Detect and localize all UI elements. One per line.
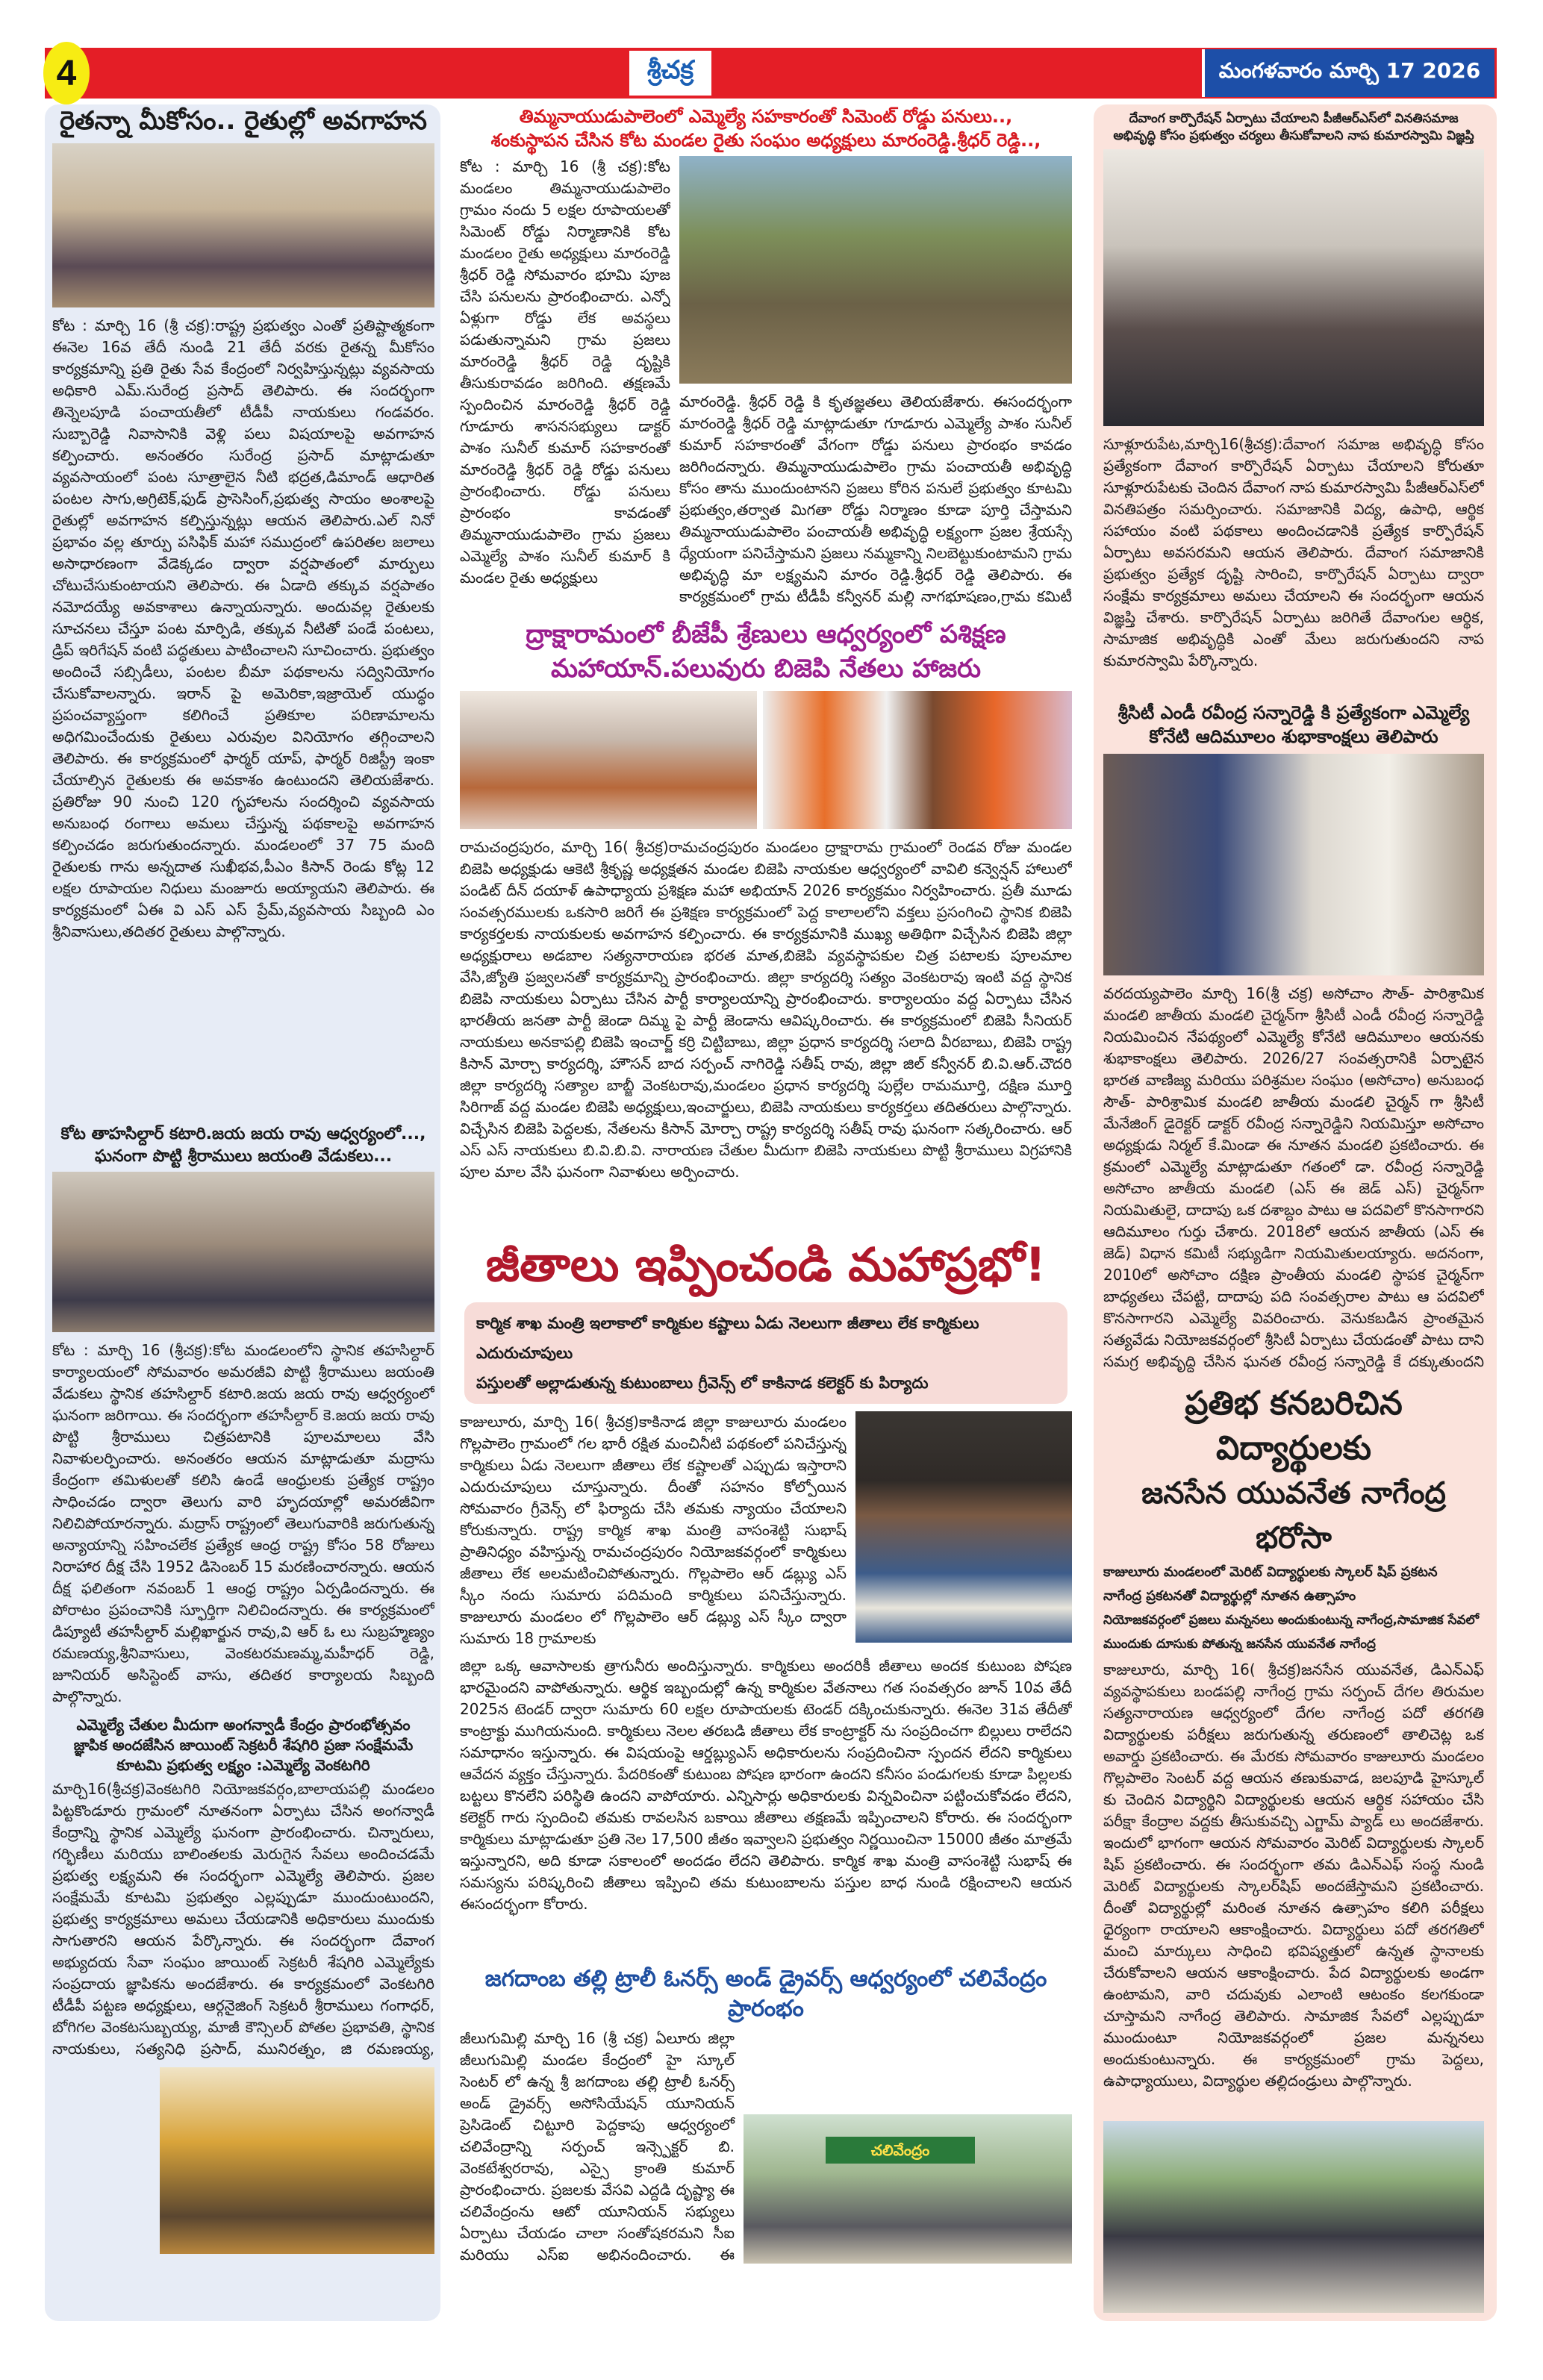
article-body: మారంరెడ్డి. శ్రీధర్ రెడ్డి కి కృతజ్ఞతలు తెలియజేశారు. ఈసందర్భంగా మారంరెడ్డి శ్రీధర్ రెడ్డి మాట్లాడుతూ గూడూరు ఎమ్మెల్యే పాశం సునీల్ కుమార్ సహకారంతో వేగంగా రోడ్డు పనులు ప్రారంభం కావడం జరిగిందన్నారు. తిమ్మనాయుడుపాలెం గ్రామ పంచాయతీ అభివృద్ధి కోసం తాను ముందుంటానని ప్రజలు కోరిన పనులే ప్రభుత్వం కూటమి ప్రభుత్వం,తర్వాత మిగతా రోడ్డు నిర్మాణం కూడా పూర్తి చేస్తామని తిమ్మనాయుడుపాలెం పంచాయతీ అభివృద్ధి లక్ష్యంగా ప్రజల శ్రేయస్సే ధ్యేయంగా పనిచేస్తామని ప్రజలు నమ్మకాన్ని నిలబెట్టుకుంటామని గ్రామ అభివృద్ధి మా లక్ష్యమని మారం రెడ్డి.శ్రీధర్ రెడ్డి తెలిపారు. ఈ కార్యక్రమంలో గ్రామ టీడీపీ కన్వీనర్ మల్లి నాగభూషణం,గ్రామ కమిటీ bbox=[679, 392, 1072, 605]
article-body-wrap bbox=[460, 2028, 1072, 2266]
bjp-leaders-photo bbox=[763, 691, 1072, 829]
article-subheadline: అభివృద్ధి కోసం ప్రభుత్వం చర్యలు తీసుకోవాలని నాప కుమారస్వామి విజ్ఞప్తి bbox=[1113, 128, 1474, 143]
article-row bbox=[460, 156, 1072, 610]
article-body: జీలుగుమిల్లి మార్చి 16 (శ్రీ చక్ర) ఏలూరు జిల్లా జీలుగుమిల్లి మండల కేంద్రంలో హై స్కూల్ సెంటర్ లో ఉన్న శ్రీ జగదాంబ తల్లి ట్రాలీ ఓనర్స్ అండ్ డ్రైవర్స్ అసోసియేషన్ యూనియన్ ప్రెసిడెంట్ చిట్టూరి పెద్దకాపు ఆధ్వర్యంలో చలివేంద్రాన్ని సర్పంచ్ ఇన్స్పెక్టర్ బి. వెంకటేశ్వరరావు, ఎస్సై క్రాంతి కుమార్ ప్రారంభించారు. ప్రజలకు వేసవి ఎద్దడి దృష్ట్యా ఈ చలివేంద్రంను ఆటో యూనియన్ సభ్యులు ఏర్పాటు చేయడం చాలా సంతోషకరమని సీఐ మరియు ఎస్ఐ అభినందించారు. ఈ bbox=[460, 2028, 735, 2264]
article-subheadline: మహాయాన్.పలువురు బిజెపి నేతలు హాజరు bbox=[550, 653, 982, 684]
sricity-md-photo bbox=[1103, 754, 1484, 975]
article-headline: జగదాంబ తల్లి ట్రాలీ ఓనర్స్ అండ్ డ్రైవర్స్ ఆధ్వర్యంలో చలివేంద్రం ప్రారంభం bbox=[484, 1965, 1047, 2023]
article-headline: తిమ్మనాయుడుపాలెంలో ఎమ్మెల్యే సహకారంతో సిమెంట్ రోడ్డు పనులు.., bbox=[519, 106, 1013, 127]
article-subheadline: ముందుకు దూసుకు పోతున్న జనసేన యువనేత నాగేంద్ర bbox=[1103, 1636, 1376, 1652]
water-stall-photo bbox=[744, 2114, 1072, 2264]
article-subheadline: కోనేటి ఆదిమూలం శుభాకాంక్షలు తెలిపారు bbox=[1149, 726, 1438, 748]
article-body: సూళ్లూరుపేట,మార్చి16(శ్రీచక్ర):దేవాంగ సమాజ అభివృద్ధి కోసం ప్రత్యేకంగా దేవాంగ కార్పొరేషన్ ఏర్పాటు చేయాలని కోరుతూ సూళ్లూరుపేటకు చెందిన దేవాంగ నాప కుమారస్వామి పీజీఆర్ఎస్‌లో వినతిపత్రం సమర్పించారు. సమాజానికి విద్య, ఉపాధి, ఆర్థిక సహాయం వంటి పథకాలు అందించడానికి ప్రత్యేక కార్పొరేషన్ ఏర్పాటు అవసరమని ఆయన తెలిపారు. దేవాంగ సమాజానికి ప్రభుత్వం ప్రత్యేక దృష్టి సారించి, కార్పొరేషన్ ఏర్పాటు ద్వారా సంక్షేమ కార్యక్రమాలు అమలు చేయాలని ఈ సందర్భంగా ఆయన విజ్ఞప్తి చేశారు. కార్పొరేషన్ ఏర్పాటు జరిగితే దేవాంగుల ఆర్థిక, సామాజిక అభివృద్ధికి ఎంతో మేలు జరుగుతుందని నాప కుమారస్వామి పేర్కొన్నారు. bbox=[1103, 435, 1484, 669]
article-subheadline: కూటమి ప్రభుత్వ లక్ష్యం :ఎమ్మెల్యే వెంకటగిరి bbox=[116, 1756, 370, 1775]
bjp-meeting-photo bbox=[460, 691, 757, 829]
newspaper-logo: శ్రీచక్ర bbox=[629, 51, 711, 96]
article-headline: రైతన్నా మీకోసం.. రైతుల్లో అవగాహన bbox=[60, 106, 427, 136]
article-subheadline: కార్మిక శాఖ మంత్రి ఇలాకాలో కార్మికుల కష్టాలు ఏడు నెలలుగా జీతాలు లేక కార్మికులు ఎదురుచూపులు bbox=[476, 1314, 979, 1362]
article-right-part bbox=[679, 156, 1072, 610]
article-subheadline: పస్తులతో అల్లాడుతున్న కుటుంబాలు గ్రీవెన్స్ లో కాకినాడ కలెక్టర్ కు పిర్యాదు bbox=[476, 1373, 929, 1392]
article-subheadline: నియోజకవర్గంలో ప్రజలు మన్ననలు అందుకుంటున్న నాగేంద్ర,సామాజిక సేవలో bbox=[1103, 1612, 1480, 1628]
article-headline: దేవాంగ కార్పొరేషన్ ఏర్పాటు చేయాలని పీజీఆర్ఎస్‌లో వినతిసమాజ bbox=[1129, 111, 1459, 126]
article-subheadline: కాజులూరు మండలంలో మెరిట్ విద్యార్థులకు స్కాలర్ షిప్ ప్రకటన bbox=[1103, 1564, 1438, 1580]
article-body: మార్చి16(శ్రీచక్ర)వెంకటగిరి నియోజకవర్గం,బాలాయపల్లి మండలం పిట్టకొండూరు గ్రామంలో నూతనంగా ఏర్పాటు చేసిన అంగన్వాడీ కేంద్రాన్ని స్థానిక ఎమ్మెల్యే ఘనంగా ప్రారంభించారు. చిన్నారులు, గర్భిణీలు మరియు బాలింతలకు మెరుగైన సేవలు అందించడమే ప్రభుత్వ లక్ష్యమని ఈ సందర్భంగా ఎమ్మెల్యే తెలిపారు. ప్రజల సంక్షేమమే కూటమి ప్రభుత్వం ఎల్లప్పుడూ ముందుంటుందని, ప్రభుత్వ కార్యక్రమాలు అమలు చేయడానికి అధికారులు ముందుకు సాగుతారని ఆయన పేర్కొన్నారు. ఈ సందర్భంగా దేవాంగ అభ్యుదయ సేవా సంఘం జాయింట్ సెక్రటరీ శేషగిరి ఎమ్మెల్యేకు సంప్రదాయ జ్ఞాపికను అందజేశారు. ఈ కార్యక్రమంలో వెంకటగిరి టీడీపీ పట్టణ అధ్యక్షులు, ఆర్గనైజింగ్ సెక్రటరీ శ్రీరాములు గంగాధర్, బోగిగల వెంకటసుబ్బయ్య, మాజీ కౌన్సిలర్ పోతల ప్రభావతి, స్థానిక నాయకులు, సత్యనిధి ప్రసాద్, మునిరత్నం, జి రమణయ్య, bbox=[52, 1780, 434, 2058]
article-body: జిల్లా ఒక్క ఆవాసాలకు త్రాగునీరు అందిస్తున్నారు. కార్మికులు అందరికీ జీతాలు అందక కుటుంబ పోషణ భారమైందని వాపోతున్నారు. ఆర్థిక ఇబ్బందుల్లో ఉన్న కార్మికుల వేతనాలు గత సంవత్సరం జూన్ 10వ తేదీ 2025న టెండర్ ద్వారా సుమారు 60 లక్షల రూపాయలకు టెండర్ దక్కించుకున్నారు. ఈనెల 31వ తేదీతో కాంట్రాక్టు ముగియనుంది. కార్మికులు నెలల తరబడి జీతాలు లేక కాంట్రాక్టర్ ను సంప్రదించగా బిల్లులు రాలేదని సమాధానం ఇస్తున్నారు. ఈ విషయంపై ఆర్డబ్ల్యుఎస్ అధికారులను సంప్రదించినా స్పందన లేదని కార్మికులు ఆవేదన వ్యక్తం చేస్తున్నారు. పేదరికంతో కుటుంబ పోషణ భారంగా ఉందని కనీసం పండుగలకు కూడా పిల్లలకు బట్టలు కొనలేని పరిస్థితి ఉందని వాపోయారు. ఎన్నిసార్లు అధికారులకు విన్నవించినా పట్టించుకోవడం లేదని, కలెక్టర్ గారు స్పందించి తమకు రావలసిన బకాయి జీతాలు తక్షణమే ఇప్పించాలని కోరారు. ఈ సందర్భంగా కార్మికులు మాట్లాడుతూ ప్రతి నెల 17,500 జీతం ఇవ్వాలని ప్రభుత్వం నిర్ణయించినా 15000 జీతం మాత్రమే ఇస్తున్నారని, అది కూడా సకాలంలో అందడం లేదని తెలిపారు. కార్మిక శాఖ మంత్రి వాసంశెట్టి సుభాష్ ఈ సమస్యను పరిష్కరించి జీతాలు ఇప్పించి తమ కుటుంబాలను పస్తుల బాధ నుండి రక్షించాలని ఆయన ఈసందర్భంగా కోరారు. bbox=[460, 1656, 1072, 1913]
farmers-photo bbox=[52, 143, 434, 307]
right-column bbox=[1103, 110, 1484, 2317]
article-body: కాజులూరు, మార్చి 16( శ్రీచక్ర)జనసేన యువనేత, డిఎన్ఎఫ్ వ్యవస్థాపకులు బండపల్లి నాగేంద్ర గ్రామ సర్పంచ్ దేగల తిరుమల సత్యనారాయణ ఆధ్వర్యంలో దేగల నాగేంద్ర పదో తరగతి విద్యార్థులకు పరీక్షలు జరుగుతున్న తరుణంలో తాలిచెట్ల ఒక అవార్డు ప్రకటించారు. ఈ మేరకు సోమవారం కాజులూరు మండలం గొల్లపాలెం సెంటర్ వద్ద ఆయన తణుకువాడ, జలపూడి హైస్కూల్ కు చెందిన విద్యార్థిని విద్యార్థులకు ఆయన ఆర్థిక సహాయం చేసి పరీక్షా కేంద్రాల వద్దకు తీసుకువచ్చి ఎగ్జామ్ ప్యాడ్ లు అందజేశారు. ఇందులో భాగంగా ఆయన సోమవారం మెరిట్ విద్యార్థులకు స్కాలర్ షిప్ ప్రకటించారు. ఈ సందర్భంగా తమ డిఎన్ఎఫ్ సంస్థ నుండి మెరిట్ విద్యార్థులకు స్కాలర్‌షిప్ అందజేస్తామని ప్రకటించారు. దీంతో విద్యార్థుల్లో మరింత నూతన ఉత్సాహం కలిగి పరీక్షలు ధైర్యంగా రాయాలని ఆకాంక్షించారు. విద్యార్థులు పదో తరగతిలో మంచి మార్కులు సాధించి భవిష్యత్తులో ఉన్నత స్థానాలకు చేరుకోవాలని ఆయన ఆకాంక్షించారు. పేద విద్యార్థులకు అండగా ఉంటామని, వారి చదువుకు ఎలాంటి ఆటంకం కలగకుండా చూస్తామని నాగేంద్ర తెలిపారు. సామాజిక సేవలో ఎల్లప్పుడూ ముందుంటూ నియోజకవర్గంలో ప్రజల మన్ననలు అందుకుంటున్నారు. ఈ కార్యక్రమంలో గ్రామ పెద్దలు, ఉపాధ్యాయులు, విద్యార్థుల తల్లిదండ్రులు పాల్గొన్నారు. bbox=[1103, 1660, 1484, 2090]
article-headline: ఎమ్మెల్యే చేతుల మీదుగా అంగన్వాడీ కేంద్రం ప్రారంభోత్సవం bbox=[76, 1716, 411, 1734]
article-subheadline: ఘనంగా పొట్టి శ్రీరాములు జయంతి వేడుకలు... bbox=[94, 1146, 393, 1166]
article-headline: జీతాలు ఇప్పించండి మహాప్రభో! bbox=[485, 1237, 1047, 1292]
bjp-photos bbox=[460, 691, 1072, 829]
article-subheadline: జ్ఞాపిక అందజేసిన జాయింట్ సెక్రటరీ శేషగిరి ప్రజా సంక్షేమమే bbox=[73, 1736, 414, 1755]
page-number: 4 bbox=[43, 42, 90, 104]
worker-with-complaint-photo bbox=[855, 1411, 1072, 1643]
article-headline: కోట తాహసిల్దార్ కటారి.జయ జయ రావు ఆధ్వర్యంలో..., bbox=[60, 1124, 426, 1143]
article-row bbox=[460, 1411, 1072, 1649]
article-headline: ప్రతిభ కనబరిచిన విద్యార్థులకు bbox=[1185, 1384, 1403, 1467]
banner-text: చలివేంద్రం bbox=[826, 2137, 975, 2164]
cement-road-work-photo bbox=[679, 156, 1072, 384]
students-photo bbox=[1103, 2121, 1484, 2313]
article-body: రామచంద్రపురం, మార్చి 16( శ్రీచక్ర)రామచంద్రపురం మండలం ద్రాక్షారామ గ్రామంలో రెండవ రోజు మండల బిజెపి అధ్యక్షుడు ఆకెటి శ్రీకృష్ణ అధ్యక్షతన మండల బిజెపి నాయకుల ఆధ్వర్యంలో వావిలి కన్వెన్షన్ హాలులో పండిట్ దీన్ దయాళ్ ఉపాధ్యాయ ప్రశిక్షణ మహా అభియాన్ 2026 కార్యక్రమం నిర్వహించారు. ప్రతీ మూడు సంవత్సరములకు ఒకసారి జరిగే ఈ ప్రశిక్షణ కార్యక్రమంలో పెద్ద కాలాలలోని వక్తలు ప్రసంగించి స్థానిక బిజెపి కార్యకర్తలకు నాయకులకు అవగాహన కల్పించారు. ఈ కార్యక్రమానికి ముఖ్య అతిథిగా విచ్చేసిన బిజెపి జిల్లా అధ్యక్షురాలు అడబాల సత్యనారాయణ భరత మాత,బిజెపి వ్యవస్థాపకుల చిత్ర పటాలకు పూలమాల వేసి,జ్యోతి ప్రజ్వలనతో కార్యక్రమాన్ని ప్రారంభించారు. జిల్లా కార్యదర్శి సత్యం వెంకటరావు ఇంటి వద్ద స్థానిక బిజెపి నాయకులు ఏర్పాటు చేసిన పార్టీ కార్యాలయాన్ని ప్రారంభించారు. కార్యాలయం వద్ద ఏర్పాటు చేసిన భారతీయ జనతా పార్టీ జెండా దిమ్మ పై పార్టీ జెండాను ఆవిష్కరించారు. ఈ కార్యక్రమంలో బిజెపి సీనియర్ నాయకులు అనకాపల్లి బిజెపి ఇంచార్జ్ కర్రి చిట్టిబాబు, జిల్లా ప్రధాన కార్యదర్శి సలాది వీరబాబు, బిజెపి రాష్ట్ర కిసాన్ మోర్చా కార్యదర్శి, హౌసన్ బాద సర్పంచ్ నాగిరెడ్డి సతీష్ రావు, జిల్లా జిల్ కన్వీనర్ బి.వి.ఆర్.చౌదరి జిల్లా కార్యదర్శి సత్యాల బాబ్జీ వెంకటరావు,మండలం ప్రధాన కార్యదర్శి పుల్లేల రామమూర్తి, దక్షిణ మూర్తి సిరిగాజ్ వద్ద మండల బిజెపి అధ్యక్షులు,ఇంచార్జులు, బిజెపి నాయకులు కార్యకర్తలు తదితరులు పాల్గొన్నారు. విచ్చేసిన బిజెపి పెద్దలకు, నేతలను కిసాన్ మోర్చా రాష్ట్ర కార్యదర్శి సతీష్ రావు ఘనంగా సత్కరించారు. ఆర్ ఎస్ ఎస్ నాయకులు బి.వి.బి.వి. నారాయణ చేతుల మీదుగా బిజెపి నాయకులు పొట్టి శ్రీరాములు విగ్రహానికి పూల మాల వేసి ఘనంగా నివాళులు అర్పించారు. bbox=[460, 837, 1072, 1181]
tahsildar-office-photo bbox=[52, 1172, 434, 1332]
article-body: కోట : మార్చి 16 (శ్రీచక్ర):కోట మండలంలోని స్థానిక తహసిల్దార్ కార్యాలయంలో సోమవారం అమరజీవి పొట్టి శ్రీరాములు జయంతి వేడుకలు స్థానిక తహసిల్దార్ కటారి.జయ జయ రావు ఆధ్వర్యంలో ఘనంగా జరిగాయి. ఈ సందర్భంగా తహసీల్దార్ కె.జయ జయ రావు పొట్టి శ్రీరాములు చిత్రపటానికి పూలమాలలు వేసి నివాళులర్పించారు. అనంతరం ఆయన మాట్లాడుతూ మద్రాసు కేంద్రంగా తమిళులతో కలిసి ఉండే ఆంధ్రులకు ప్రత్యేక రాష్ట్రం సాధించడం ద్వారా తెలుగు వారి హృదయాల్లో అమరజీవిగా నిలిచిపోయారన్నారు. మద్రాస్ రాష్ట్రంలో తెలుగువారికి జరుగుతున్న అన్యాయాన్ని సహించలేక ప్రత్యేక ఆంధ్ర రాష్ట్ర కోసం 58 రోజులు నిరాహార దీక్ష చేసి 1952 డిసెంబర్ 15 మరణించారన్నారు. ఆయన దీక్ష ఫలితంగా నవంబర్ 1 ఆంధ్ర రాష్ట్రం ఏర్పడిందన్నారు. ఈ పోరాటం ప్రపంచానికి స్ఫూర్తిగా నిలిచిందన్నారు. ఈ కార్యక్రమంలో డిప్యూటీ తహసీల్దార్ మల్లిఖార్జున రావు,వి ఆర్ ఓ లు సుబ్రహ్మణ్యం రమణయ్య,శ్రీనివాసులు, వెంకటరమణమ్మ,మహీధర్ రెడ్డి, జూనియర్ అసిస్టెంట్ వాసు, తదితర కార్యాలయ సిబ్బంది పాల్గొన్నారు. bbox=[52, 1341, 434, 1706]
article-body: వరదయ్యపాలెం మార్చి 16(శ్రీ చక్ర) అసోచాం సౌత్- పారిశ్రామిక మండలి జాతీయ మండలి చైర్మన్‌గా శ్రీసిటీ ఎండీ రవీంద్ర సన్నారెడ్డి నియమించిన నేపథ్యంలో ఎమ్మెల్యే కోనేటి ఆదిమూలం ఆయనకు శుభాకాంక్షలు తెలిపారు. 2026/27 సంవత్సరానికి ఏర్పాటైన భారత వాణిజ్య మరియు పరిశ్రమల సంఘం (అసోచాం) అనుబంధ సౌత్- పారిశ్రామిక మండలి జాతీయ మండలి చైర్మన్ గా శ్రీసిటీ మేనేజింగ్ డైరెక్టర్ డాక్టర్ రవీంద్ర సన్నారెడ్డిని నియమిస్తూ అసోచాం అధ్యక్షుడు నిర్మల్ కే.మిండా ఈ నూతన మండలి ప్రకటించారు. ఈ క్రమంలో ఎమ్మెల్యే మాట్లాడుతూ గతంలో డా. రవీంద్ర సన్నారెడ్డి అసోచాం జాతీయ మండలి (ఎస్ ఈ జెడ్ ఎస్) చైర్మన్‌గా నియమితులై, దాదాపు ఒక దశాబ్దం పాటు ఆ పదవిలో కొనసాగారని ఆదిమూలం గుర్తు చేశారు. 2018లో ఆయన జాతీయ (ఎస్ ఈ జెడ్) విధాన కమిటీ సభ్యుడిగా నియమితులయ్యారు. అదనంగా, 2010లో అసోచాం దక్షిణ ప్రాంతీయ మండలి స్థాపక చైర్మన్‌గా బాధ్యతలు చేపట్టి, దాదాపు పది సంవత్సరాల పాటు ఆ పదవిలో కొనసాగారని ఎమ్మెల్యే వివరించారు. వెనుకబడిన ప్రాంతమైన సత్యవేడు నియోజకవర్గంలో శ్రీసిటీ ఏర్పాటు చేయడంతో పాటు దాని సమగ్ర అభివృద్ధి చేసిన ఘనత రవీంద్ర సన్నారెడ్డి కే దక్కుతుందని bbox=[1103, 984, 1484, 1370]
article-subheadline: శంకుస్థాపన చేసిన కోట మండల రైతు సంఘం అధ్యక్షులు మారంరెడ్డి.శ్రీధర్ రెడ్డి.., bbox=[490, 130, 1041, 152]
article-subheadline: జనసేన యువనేత నాగేంద్ర భరోసా bbox=[1141, 1475, 1446, 1555]
article-body: కోట : మార్చి 16 (శ్రీ చక్ర):రాష్ట్ర ప్రభుత్వం ఎంతో ప్రతిష్టాత్మకంగా ఈనెల 16వ తేదీ నుండి 21 తేదీ వరకు రైతన్న మీకోసం కార్యక్రమాన్ని ప్రతి రైతు సేవ కేంద్రంలో నిర్వహిస్తున్నట్లు వ్యవసాయ అధికారి ఎమ్.సురేంద్ర ప్రసాద్ తెలిపారు. ఈ సందర్భంగా తిన్నెలపూడి పంచాయతీలో టీడీపీ నాయకులు గండవరం. సుబ్బారెడ్డి నివాసానికి వెళ్లి పలు విషయాలపై అవగాహన కల్పించారు. అనంతరం సురేంద్ర ప్రసాద్ మాట్లాడుతూ వ్యవసాయంలో పంట సూత్రాలైన నీటి భద్రత,డిమాండ్ ఆధారిత పంటల సాగు,అగ్రిటెక్,ఫుడ్ ప్రాసెసింగ్,ప్రభుత్వ సాయం అంశాలపై రైతుల్లో అవగాహన కల్పిస్తున్నట్లు ఆయన తెలిపారు.ఎల్ నినో ప్రభావం వల్ల తూర్పు పసిఫిక్ మహా సముద్రంలో ఉపరితల జలాలు అసాధారణంగా వేడెక్కడం ద్వారా వర్షపాతంలో మార్పులు చోటుచేసుకుంటాయని తెలిపారు. ఈ ఏడాది తక్కువ వర్షపాతం నమోదయ్యే అవకాశాలు ఉన్నాయన్నారు. అందువల్ల రైతులకు సూచనలు చేస్తూ పంట మార్పిడి, తక్కువ నీటితో పండే పంటలు, డ్రిప్ ఇరిగేషన్ వంటి పద్ధతులు పాటించాలని సూచించారు. ప్రభుత్వం అందించే సబ్సిడీలు, పంటల బీమా పథకాలను సద్వినియోగం చేసుకోవాలన్నారు. ఇరాన్ పై అమెరికా,ఇజ్రాయెల్ యుద్ధం ప్రపంచవ్యాప్తంగా కలిగించే ప్రతికూల పరిణామాలను అధిగమించేందుకు రైతులు ఎరువుల వినియోగం తగ్గించాలని తెలిపారు. ఈ కార్యక్రమంలో ఫార్మర్ యాప్, ఫార్మర్ రిజిస్ట్రీ ఇంకా చేయాల్సిన రైతులకు ఈ అవకాశం ఉంటుందని తెలియజేశారు. ప్రతిరోజు 90 నుంచి 120 గృహాలను సందర్శించి వ్యవసాయ అనుబంధ రంగాలు అమలు చేస్తున్న పథకాలపై అవగాహన కల్పించడం జరుగుతుందన్నారు. మండలంలో 37 75 మంది రైతులకు గాను అన్నదాత సుఖీభవ,పీఎం కిసాన్ రెండు కోట్ల 12 లక్షల రూపాయల నిధులు మంజూరు అయ్యాయని తెలిపారు. ఈ కార్యక్రమంలో ఏఈ వి ఎస్ ఎస్ ప్రేమ్,వ్యవసాయ సిబ్బంది ఎం శ్రీనివాసులు,తదితర రైతులు పాల్గొన్నారు. bbox=[52, 316, 434, 940]
anganwadi-inauguration-photo bbox=[160, 2067, 434, 2254]
middle-column bbox=[460, 104, 1072, 2317]
article-headline: శ్రీసిటీ ఎండీ రవీంద్ర సన్నారెడ్డి కి ప్రత్యేకంగా ఎమ్మెల్యే bbox=[1117, 702, 1470, 723]
left-column bbox=[52, 104, 434, 2317]
issue-date: మంగళవారం మార్చి 17 2026 bbox=[1202, 49, 1494, 97]
article-body: కాజులూరు, మార్చి 16( శ్రీచక్ర)కాకినాడ జిల్లా కాజులూరు మండలం గొల్లపాలెం గ్రామంలో గల భారీ రక్షిత మంచినీటి పథకంలో పనిచేస్తున్న కార్మికులు ఏడు నెలలుగా జీతాలు లేక కష్టాలతో ఎప్పుడు ఇస్తారాని ఎదురుచూపులు చూస్తున్నారు. దీంతో సహనం కోల్పోయిన సోమవారం గ్రీవెన్స్ లో ఫిర్యాదు చేసి తమకు న్యాయం చేయాలని కోరుకున్నారు. రాష్ట్ర కార్మిక శాఖ మంత్రి వాసంశెట్టి సుభాష్ ప్రాతినిధ్యం వహిస్తున్న రామచంద్రపురం నియోజకవర్గంలో కార్మికులు జీతాలు లేక అలమటించిపోతున్నారు. గొల్లపాలెం ఆర్ డబ్ల్యు ఎస్ స్కీం నందు సుమారు పదిమంది కార్మికులు పనిచేస్తున్నారు. కాజులూరు మండలం లో గొల్లపాలెం ఆర్ డబ్ల్యు ఎస్ స్కీం ద్వారా సుమారు 18 గ్రామాలకు bbox=[460, 1412, 847, 1647]
pgrs-petition-photo bbox=[1103, 149, 1484, 426]
subheadline-box bbox=[464, 1302, 1067, 1404]
article-subheadline: నాగేంద్ర ప్రకటనతో విద్యార్థుల్లో నూతన ఉత్సాహం bbox=[1103, 1587, 1356, 1604]
article-headline: ద్రాక్షారామంలో బీజేపీ శ్రేణులు ఆధ్వర్యంలో పశిక్షణ bbox=[526, 619, 1006, 649]
article-body: కోట : మార్చి 16 (శ్రీ చక్ర):కోట మండలం తిమ్మనాయుడుపాలెం గ్రామం నందు 5 లక్షల రూపాయలతో సిమెంట్ రోడ్డు నిర్మాణానికి కోట మండలం రైతు అధ్యక్షులు మారంరెడ్డి శ్రీధర్ రెడ్డి సోమవారం భూమి పూజ చేసి పనులను ప్రారంభించారు. ఎన్నో ఏళ్లుగా రోడ్డు లేక అవస్థలు పడుతున్నామని గ్రామ ప్రజలు మారంరెడ్డి శ్రీధర్ రెడ్డి దృష్టికి తీసుకురావడం జరిగింది. తక్షణమే స్పందించిన మారంరెడ్డి శ్రీధర్ రెడ్డి గూడూరు శాసనసభ్యులు డాక్టర్ పాశం సునీల్ కుమార్ సహకారంతో మారంరెడ్డి శ్రీధర్ రెడ్డి రోడ్డు పనులు ప్రారంభించారు. రోడ్డు పనులు ప్రారంభం కావడంతో తిమ్మనాయుడుపాలెం గ్రామ ప్రజలు ఎమ్మెల్యే పాశం సునీల్ కుమార్ కి మండల రైతు అధ్యక్షులు bbox=[460, 157, 670, 587]
